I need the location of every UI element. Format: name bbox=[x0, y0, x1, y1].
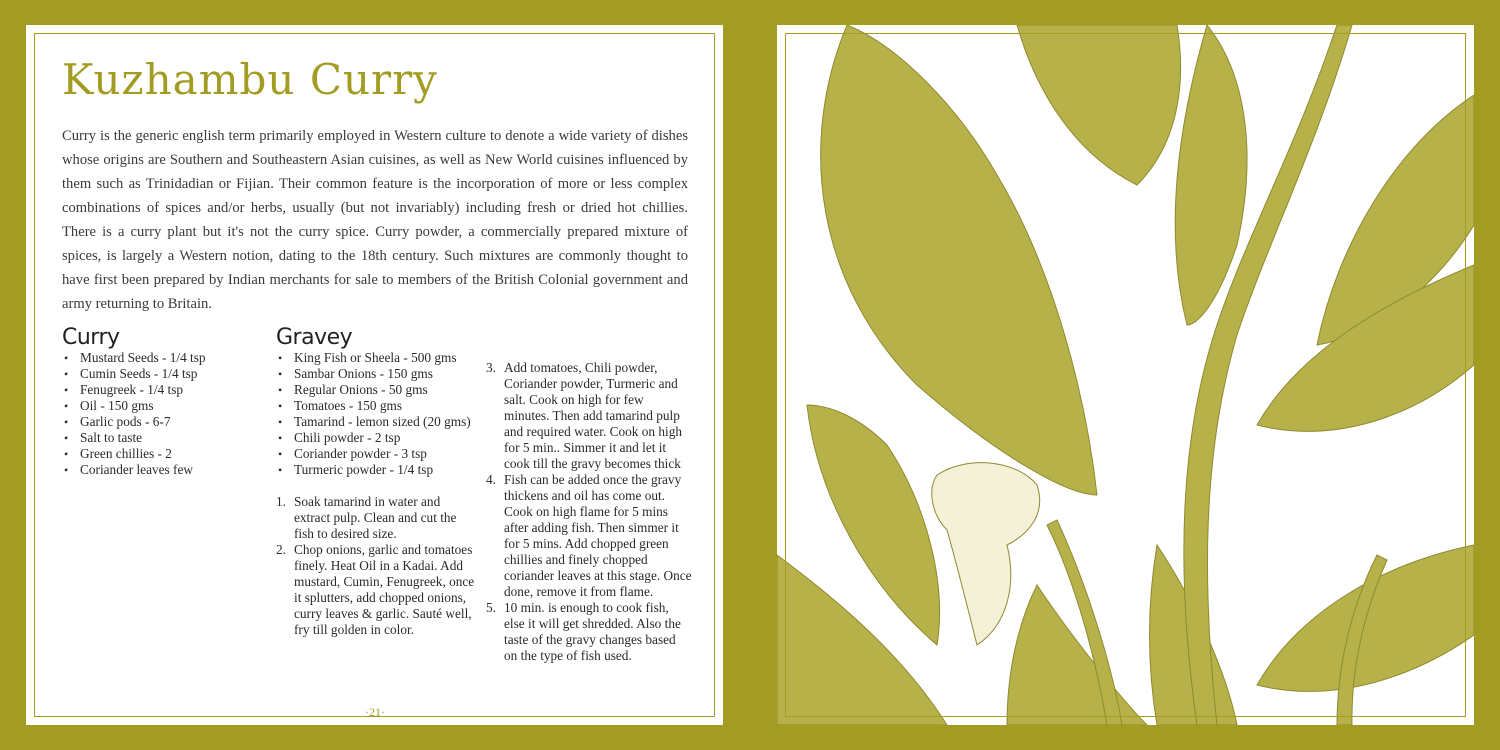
method-step bbox=[276, 542, 476, 638]
step-text: Soak tamarind in water and extract pulp. Clean and cut the fish to desired size. bbox=[294, 494, 457, 541]
curry-heading: Curry bbox=[62, 325, 120, 350]
step-number: 3. bbox=[486, 360, 496, 375]
list-item: • Tomatoes - 150 gms bbox=[276, 398, 476, 414]
step-text: Fish can be added once the gravy thickens and oil has come out. Cook on high flame for 5 mins after adding fish. Then simmer it for 5 mins. Add chopped green chillies and finely chopped coriander leaves at this stage. Once done, remove it from flame. bbox=[504, 472, 692, 599]
page-title: Kuzhambu Curry bbox=[62, 55, 438, 104]
list-item: • King Fish or Sheela - 500 gms bbox=[276, 350, 476, 366]
left-page bbox=[26, 25, 723, 725]
method-steps-part-2 bbox=[486, 360, 692, 664]
list-item: • Regular Onions - 50 gms bbox=[276, 382, 476, 398]
intro-paragraph: Curry is the generic english term primarily employed in Western culture to denote a wide variety of dishes whose origins are Southern and Southeastern Asian cuisines, as well as New World cuisines influenced by them such as Trinidadian or Fijian. Their common feature is the incorporation of more or less complex combinations of spices and/or herbs, usually (but not invariably) including fresh or dried hot chillies. There is a curry plant but it's not the curry spice. Curry powder, a commercially prepared mixture of spices, is largely a Western notion, dating to the 18th century. Such mixtures are commonly thought to have first been prepared by Indian merchants for sale to members of the British Colonial government and army returning to Britain. bbox=[62, 128, 688, 312]
step-text: Chop onions, garlic and tomatoes finely. Heat Oil in a Kadai. Add mustard, Cumin, Fenugreek, once it splutters, add chopped onions, curry leaves & garlic. Sauté well, fry till golden in color. bbox=[294, 542, 475, 637]
step-text: 10 min. is enough to cook fish, else it will get shredded. Also the taste of the gravy changes based on the type of fish used. bbox=[504, 600, 681, 663]
list-item: • Oil - 150 gms bbox=[62, 398, 237, 414]
leaf-shape bbox=[1017, 25, 1181, 185]
method-step bbox=[276, 494, 476, 542]
method-step bbox=[486, 472, 692, 600]
list-item: • Turmeric powder - 1/4 tsp bbox=[276, 462, 476, 478]
list-item: • Coriander powder - 3 tsp bbox=[276, 446, 476, 462]
curry-ingredients bbox=[62, 325, 237, 478]
method-steps-part-1 bbox=[276, 494, 476, 638]
list-item: • Mustard Seeds - 1/4 tsp bbox=[62, 350, 237, 366]
method-step bbox=[486, 360, 692, 472]
step-number: 4. bbox=[486, 472, 496, 487]
list-item: • Sambar Onions - 150 gms bbox=[276, 366, 476, 382]
gravey-ingredients bbox=[276, 325, 476, 638]
list-item: • Chili powder - 2 tsp bbox=[276, 430, 476, 446]
list-item: • Tamarind - lemon sized (20 gms) bbox=[276, 414, 476, 430]
right-page bbox=[777, 25, 1474, 725]
list-item: • Green chillies - 2 bbox=[62, 446, 237, 462]
list-item: • Garlic pods - 6-7 bbox=[62, 414, 237, 430]
leaf-shape bbox=[1007, 585, 1147, 725]
botanical-illustration bbox=[777, 25, 1474, 725]
step-text: Add tomatoes, Chili powder, Coriander powder, Turmeric and salt. Cook on high for few minutes. Then add tamarind pulp and required water. Cook on high for 5 min.. Simmer it and let it cook till the gravy becomes thick bbox=[504, 360, 682, 471]
page-number: ·22· bbox=[1104, 705, 1124, 719]
list-item: • Coriander leaves few bbox=[62, 462, 237, 478]
step-number: 1. bbox=[276, 494, 286, 509]
step-number: 5. bbox=[486, 600, 496, 615]
gravey-heading: Gravey bbox=[276, 325, 353, 350]
list-item: • Fenugreek - 1/4 tsp bbox=[62, 382, 237, 398]
step-number: 2. bbox=[276, 542, 286, 557]
page-number: ·21· bbox=[365, 705, 385, 719]
method-step bbox=[486, 600, 692, 664]
list-item: • Cumin Seeds - 1/4 tsp bbox=[62, 366, 237, 382]
list-item: • Salt to taste bbox=[62, 430, 237, 446]
